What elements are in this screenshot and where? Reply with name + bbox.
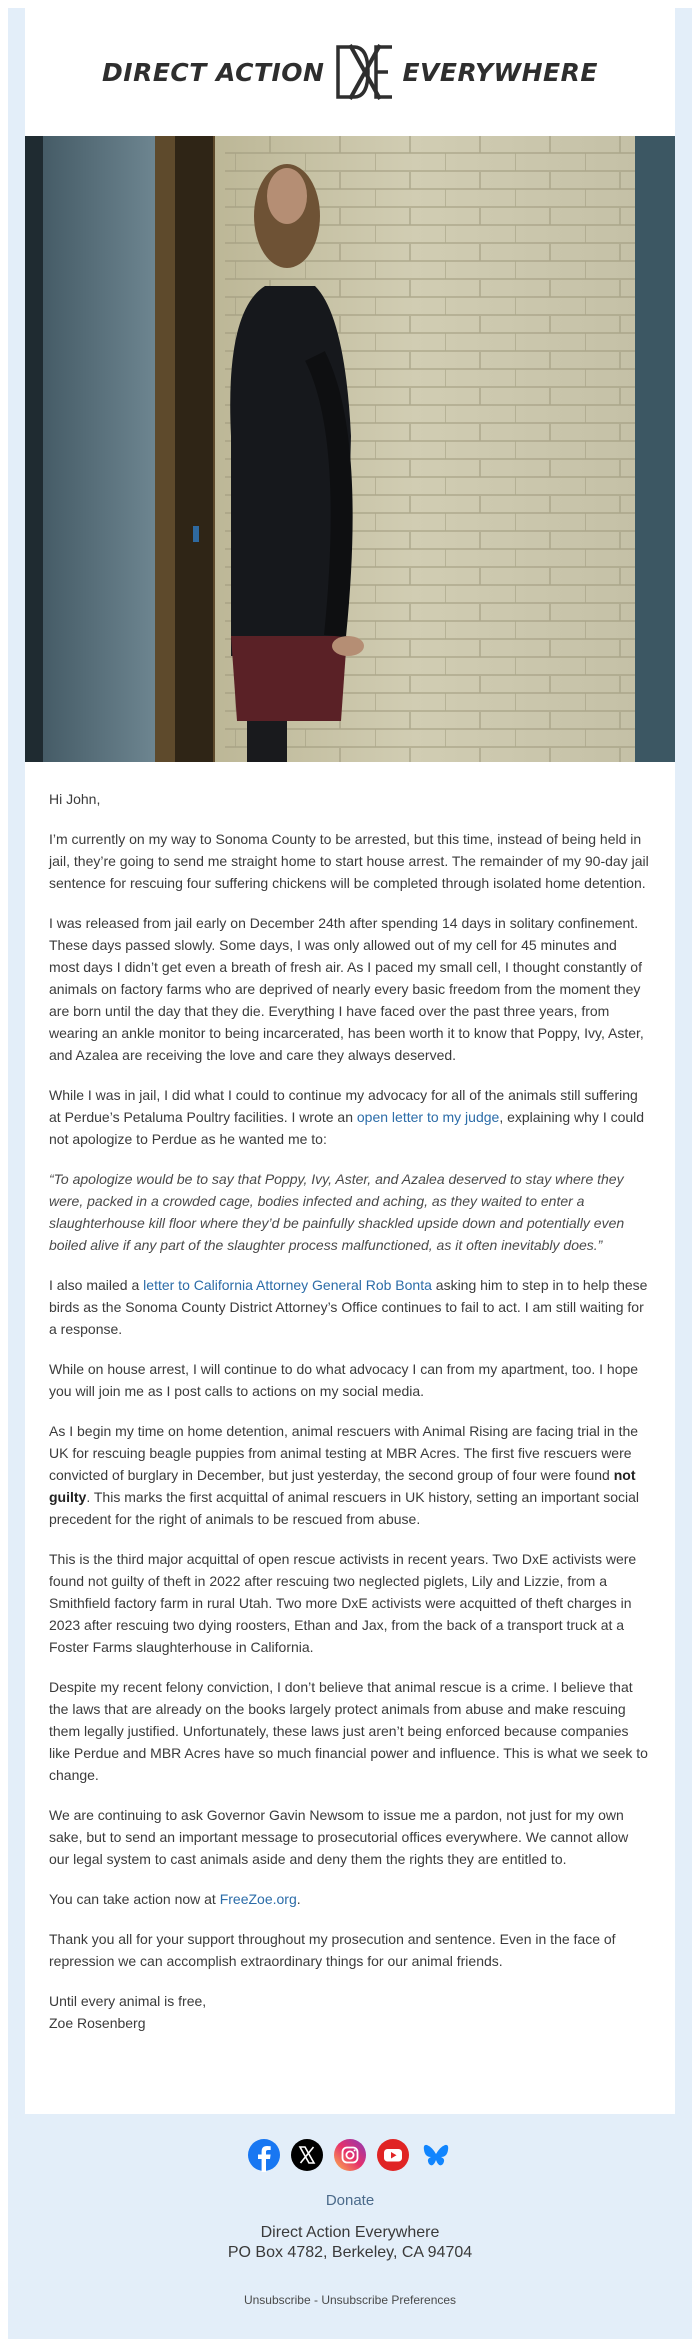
signature: Zoe Rosenberg [49, 2015, 146, 2031]
hero-image [25, 136, 675, 762]
attorney-general-letter-link[interactable]: letter to California Attorney General Rob Bonta [143, 1277, 432, 1293]
org-address-block [8, 2223, 692, 2263]
paragraph-conviction: Despite my recent felony conviction, I don’t believe that animal rescue is a crime. I believe that the laws that are already on the books largely protect animals from abuse and make rescuing them legally justified. Unfortunately, these laws just aren’t being enforced because companies like Perdue and MBR Acres have so much financial power and influence. This is what we seek to change. [49, 1679, 648, 1783]
org-name: Direct Action Everywhere [260, 2224, 440, 2241]
paragraph-advocacy: While I was in jail, I did what I could to continue my advocacy for all of the animals still suffering at Perdue’s Petaluma Poultry facilities. I wrote an open letter to my judge, explaining why I could not apologize to Perdue as he wanted me to: [49, 1087, 645, 1147]
paragraph-house-arrest: While on house arrest, I will continue to do what advocacy I can from my apartment, too. I hope you will join me as I post calls to actions on my social media. [49, 1361, 639, 1399]
social-links [8, 2138, 692, 2172]
open-letter-link[interactable]: open letter to my judge [356, 1109, 500, 1125]
paragraph-take-action: You can take action now at FreeZoe.org. [49, 1891, 301, 1907]
facebook-icon[interactable] [247, 2138, 281, 2172]
logo-text-right: EVERYWHERE [402, 57, 598, 87]
paragraph-arrest: I’m currently on my way to Sonoma County to be arrested, but this time, instead of being held in jail, they’re going to send me straight home to start house arrest. The remainder of my 90-day jail sentence for rescuing four suffering chickens will be completed through isolated home detention. [49, 831, 649, 891]
org-address: PO Box 4782, Berkeley, CA 94704 [227, 2244, 473, 2261]
greeting: Hi John, [49, 791, 101, 807]
email-header [25, 8, 675, 136]
email-background [8, 8, 692, 2339]
paragraph-acquittals: This is the third major acquittal of open rescue activists in recent years. Two DxE activists were found not guilty of theft in 2022 after rescuing two neglected piglets, Lily and Lizzie, from a Smithfield factory farm in rural Utah. Two more DxE activists were acquitted of theft charges in 2023 after rescuing two dying roosters, Ethan and Jax, from the back of a transport truck at a Foster Farms slaughterhouse in California. [49, 1551, 637, 1655]
email-card [25, 8, 675, 2114]
unsubscribe-separator: - [310, 2293, 322, 2307]
bluesky-icon[interactable] [419, 2138, 453, 2172]
paragraph-pardon: We are continuing to ask Governor Gavin Newsom to issue me a pardon, not just for my own sake, but to send an important message to prosecutorial offices everywhere. We cannot allow our legal system to cast animals aside and deny them the rights they are entitled to. [49, 1807, 629, 1867]
unsubscribe-row [8, 2293, 692, 2307]
email-body [25, 788, 675, 2052]
hero-photo [25, 136, 675, 762]
logo-text-left: DIRECT ACTION [102, 57, 325, 87]
dxe-logo[interactable] [102, 41, 598, 103]
freezoe-link[interactable]: FreeZoe.org [219, 1891, 297, 1907]
donate-link[interactable]: Donate [325, 2192, 375, 2209]
instagram-icon[interactable] [333, 2138, 367, 2172]
youtube-icon[interactable] [376, 2138, 410, 2172]
unsubscribe-link[interactable]: Unsubscribe [243, 2293, 311, 2307]
paragraph-thanks: Thank you all for your support throughout my prosecution and sentence. Even in the face of repression we can accomplish extraordinary things for our animal friends. [49, 1931, 616, 1969]
unsubscribe-preferences-link[interactable]: Unsubscribe Preferences [321, 2293, 457, 2307]
email-footer [8, 2138, 692, 2307]
signoff-block [49, 1990, 651, 2034]
paragraph-attorney-general: I also mailed a letter to California Attorney General Rob Bonta asking him to step in to help these birds as the Sonoma County District Attorney’s Office continues to fail to act. I am still waiting for a response. [49, 1277, 648, 1337]
signoff: Until every animal is free, [49, 1993, 207, 2009]
dxe-logo-mark-icon [328, 41, 398, 103]
quote: “To apologize would be to say that Poppy, Ivy, Aster, and Azalea deserved to stay where they were, packed in a crowded cage, bodies infected and aching, as they waited to enter a slaughterhouse kill floor where they’d be painfully shackled upside down and potentially even boiled alive if any part of the slaughter process malfunctioned, as it often inevitably does.” [49, 1171, 625, 1253]
paragraph-release: I was released from jail early on December 24th after spending 14 days in solitary confinement. These days passed slowly. Some days, I was only allowed out of my cell for 45 minutes and most days I didn’t get even a breath of fresh air. As I paced my small cell, I thought constantly of animals on factory farms who are deprived of nearly every basic freedom from the moment they are born until the day that they die. Everything I have faced over the past three years, from wearing an ankle monitor to being incarcerated, has been worth it to know that Poppy, Ivy, Aster, and Azalea are receiving the love and care they always deserved. [49, 915, 644, 1063]
paragraph-uk-trial: As I begin my time on home detention, animal rescuers with Animal Rising are facing trial in the UK for rescuing beagle puppies from animal testing at MBR Acres. The first five rescuers were convicted of burglary in December, but just yesterday, the second group of four were found not guilty. This marks the first acquittal of animal rescuers in UK history, setting an important social precedent for the right of animals to be rescued from abuse. [49, 1423, 640, 1527]
x-icon[interactable] [290, 2138, 324, 2172]
